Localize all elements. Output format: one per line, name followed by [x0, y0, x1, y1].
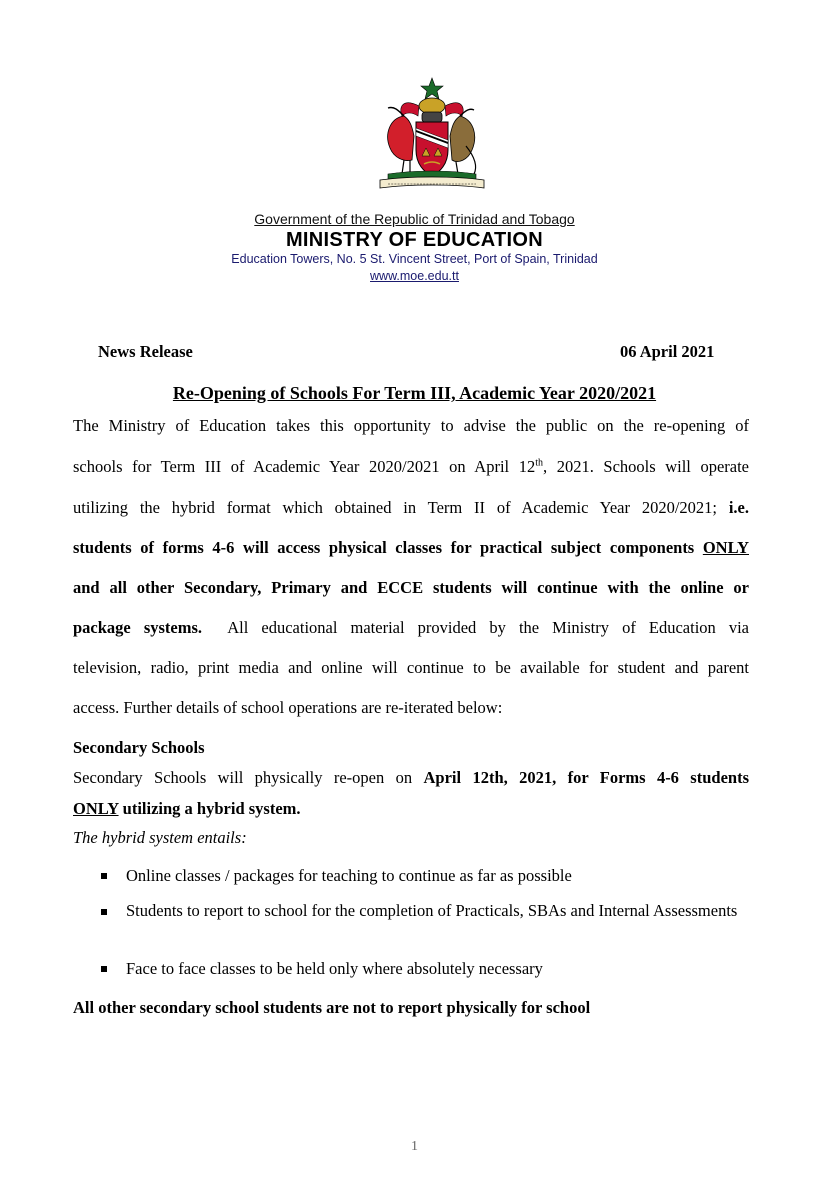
only-emphasis: ONLY	[702, 538, 749, 557]
secondary-line-1	[73, 768, 749, 788]
only-emphasis: ONLY	[73, 799, 119, 818]
ordinal-suffix: th	[535, 457, 543, 469]
secondary-text: Secondary Schools will physically re-open on	[73, 768, 424, 787]
government-name: Government of the Republic of Trinidad and Tobago	[254, 211, 575, 227]
release-date: 06 April 2021	[620, 342, 715, 361]
closing-statement: All other secondary school students are not to report physically for school	[73, 998, 591, 1017]
intro-text: , 2021. Schools will operate	[543, 457, 750, 476]
coat-of-arms-emblem	[374, 76, 490, 192]
intro-text: The Ministry of Education takes this opportunity to advise the public on the re-opening of	[73, 416, 749, 435]
intro-emphasis: and all other Secondary, Primary and ECCE students will continue with the online or	[73, 578, 749, 597]
intro-text: schools for Term III of Academic Year 2020/2021 on April 12	[73, 457, 536, 476]
bullet-item: Face to face classes to be held only where absolutely necessary	[126, 959, 543, 978]
intro-line-1	[73, 416, 749, 436]
intro-line-5	[73, 578, 749, 598]
bullet-item: Online classes / packages for teaching to continue as far as possible	[126, 866, 572, 885]
intro-line-2	[73, 457, 749, 477]
intro-line-8	[73, 698, 749, 718]
intro-emphasis: i.e.	[728, 498, 749, 517]
document-title: Re-Opening of Schools For Term III, Academic Year 2020/2021	[172, 383, 657, 403]
bullet-item: Students to report to school for the completion of Practicals, SBAs and Internal Assessments	[126, 901, 738, 920]
bullet-marker	[101, 873, 107, 879]
secondary-line-2	[73, 799, 749, 819]
bullet-marker	[101, 966, 107, 972]
intro-text: access. Further details of school operations are re-iterated below:	[73, 698, 503, 717]
ministry-address: Education Towers, No. 5 St. Vincent Street, Port of Spain, Trinidad	[231, 252, 598, 266]
ministry-website-link[interactable]: www.moe.edu.tt	[370, 269, 459, 283]
page-number: 1	[411, 1139, 418, 1154]
intro-text: television, radio, print media and online will continue to be available for student and parent	[73, 658, 749, 677]
intro-line-3	[73, 498, 749, 518]
intro-emphasis: package systems.	[73, 618, 203, 637]
intro-text: All educational material provided by the Ministry of Education via	[202, 618, 750, 637]
section-heading-secondary: Secondary Schools	[73, 738, 205, 757]
intro-text: utilizing the hybrid format which obtained in Term II of Academic Year 2020/2021;	[73, 498, 729, 517]
news-release-label: News Release	[98, 342, 193, 361]
secondary-emphasis: utilizing a hybrid system.	[118, 799, 301, 818]
bullet-marker	[101, 909, 107, 915]
secondary-emphasis: April 12th, 2021, for Forms 4-6 students	[423, 768, 749, 787]
hybrid-system-intro: The hybrid system entails:	[73, 828, 247, 847]
intro-line-4	[73, 538, 749, 558]
intro-emphasis: students of forms 4-6 will access physical classes for practical subject components	[73, 538, 703, 557]
intro-line-7	[73, 658, 749, 678]
intro-line-6	[73, 618, 749, 638]
ministry-name: MINISTRY OF EDUCATION	[285, 229, 544, 251]
